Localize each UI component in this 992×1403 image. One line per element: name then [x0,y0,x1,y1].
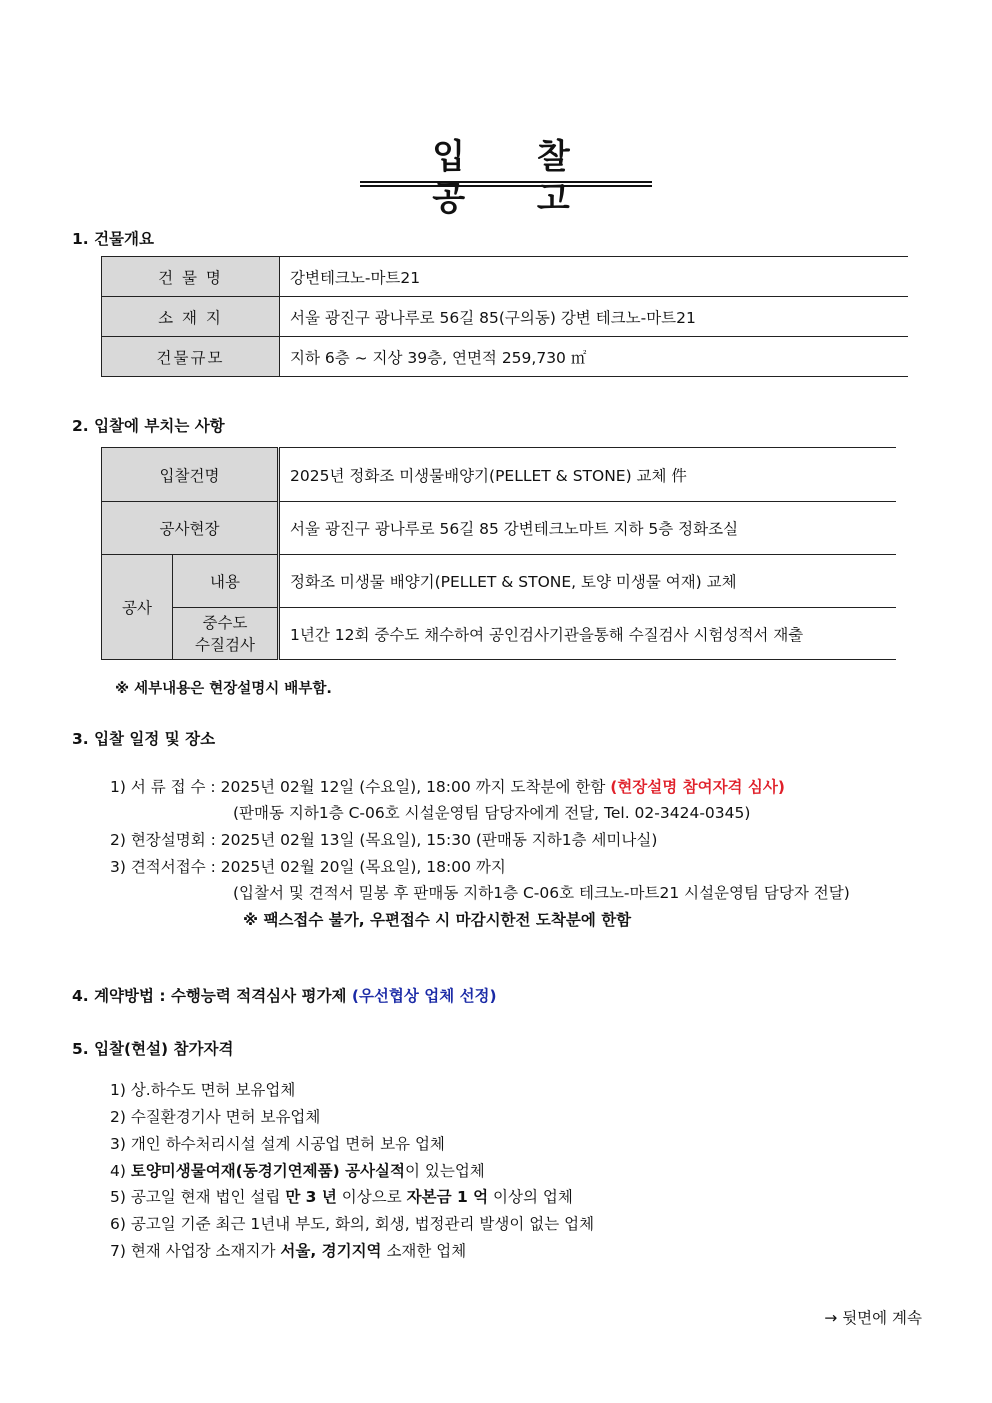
row-value: 강변테크노-마트21 [280,257,909,297]
schedule-item-1 [110,775,785,797]
water-test-value: 1년간 12회 중수도 채수하여 공인검사기관을통해 수질검사 시험성적서 재출 [279,608,897,660]
title-underline [360,181,652,183]
site-label: 공사현장 [102,502,279,555]
qualification-item-text: 7) 현재 사업장 소재지가 [110,1242,276,1260]
qualification-item: 2) 수질환경기사 면허 보유업체 [110,1108,321,1126]
water-test-label-line1: 중수도 [202,613,248,632]
row-value: 서울 광진구 광나루로 56길 85(구의동) 강변 테크노-마트21 [280,297,909,337]
qualification-item [110,1239,466,1261]
bid-name-value: 2025년 정화조 미생물배양기(PELLET & STONE) 교체 件 [279,448,897,502]
table-row [102,448,897,502]
schedule-item-1-text: 2025년 02월 12일 (수요일), 18:00 까지 도착분에 한함 [220,778,606,796]
schedule-item-2 [110,828,657,850]
content-value: 정화조 미생물 배양기(PELLET & STONE, 토양 미생물 여재) 교체 [279,555,897,608]
contract-method-highlight: (우선협상 업체 선정) [351,987,497,1005]
qualification-item-bold: 토양미생물여재(동경기연제품) 공사실적 [130,1162,405,1180]
schedule-item-1-sub: (판매동 지하1층 C-06호 시설운영팀 담당자에게 전달, Tel. 02-3424-0345) [233,804,751,822]
contract-method: 4. 계약방법 : 수행능력 적격심사 평가제 [72,987,347,1005]
details-note: ※ 세부내용은 현장설명시 배부함. [115,681,332,697]
water-test-label [173,608,279,660]
table-row [102,337,909,377]
qualification-item-bold: 자본금 1 억 [406,1188,489,1206]
page-title: 입 찰 공 고 [432,137,600,219]
schedule-item-3 [110,855,506,877]
building-overview-table [101,256,908,377]
qualification-item-text: 이 있는업체 [404,1162,485,1180]
qualification-item-text: 5) 공고일 현재 법인 설립 [110,1188,281,1206]
site-value: 서울 광진구 광나루로 56길 85 강변테크노마트 지하 5층 정화조실 [279,502,897,555]
qualification-item-text: 이상으로 [341,1188,402,1206]
qualification-item [110,1185,573,1207]
table-row [102,555,897,608]
row-label: 소 재 지 [102,297,280,337]
schedule-item-1-label: 1) 서 류 접 수 : [110,778,216,796]
water-test-label-line2: 수질검사 [195,635,255,654]
bid-items-table [101,447,896,660]
qualification-item-bold: 서울, 경기지역 [280,1242,382,1260]
schedule-item-2-label: 2) 현장설명회 : [110,831,216,849]
continue-on-back-note: → 뒷면에 계속 [824,1309,922,1327]
title-underline-double [360,185,652,187]
section-4-heading [72,984,497,1006]
section-1-heading: 1. 건물개요 [72,230,154,248]
table-row [102,257,909,297]
qualification-item: 3) 개인 하수처리시설 설계 시공업 면허 보유 업체 [110,1135,445,1153]
qualification-item-number: 4) [110,1162,126,1180]
table-row [102,502,897,555]
row-value: 지하 6층 ~ 지상 39층, 연면적 259,730 ㎡ [280,337,909,377]
qualification-item-text: 소재한 업체 [386,1242,467,1260]
row-label: 건물규모 [102,337,280,377]
row-label: 건 물 명 [102,257,280,297]
work-label: 공사 [102,555,173,660]
table-row [102,608,897,660]
schedule-item-2-text: 2025년 02월 13일 (목요일), 15:30 (판매동 지하1층 세미나실) [220,831,658,849]
section-2-heading: 2. 입찰에 부치는 사항 [72,417,225,435]
content-label: 내용 [173,555,279,608]
qualification-item: 1) 상.하수도 면허 보유업체 [110,1081,296,1099]
section-5-heading: 5. 입찰(현설) 참가자격 [72,1040,234,1058]
qualification-item-bold: 만 3 년 [285,1188,337,1206]
table-row [102,297,909,337]
qualification-item [110,1159,485,1181]
section-3-heading: 3. 입찰 일정 및 장소 [72,730,216,748]
schedule-item-3-note: ※ 팩스접수 불가, 우편접수 시 마감시한전 도착분에 한함 [243,911,632,929]
qualification-item: 6) 공고일 기준 최근 1년내 부도, 화의, 회생, 법정관리 발생이 없는 업체 [110,1215,595,1233]
schedule-item-3-label: 3) 견적서접수 : [110,858,216,876]
schedule-item-1-highlight: (현장설명 참여자격 심사) [610,778,785,796]
schedule-item-3-sub: (입찰서 및 견적서 밀봉 후 판매동 지하1층 C-06호 테크노-마트21 시설운영팀 담당자 전달) [233,884,850,902]
bid-name-label: 입찰건명 [102,448,279,502]
qualification-item-text: 이상의 업체 [493,1188,573,1206]
schedule-item-3-text: 2025년 02월 20일 (목요일), 18:00 까지 [220,858,506,876]
